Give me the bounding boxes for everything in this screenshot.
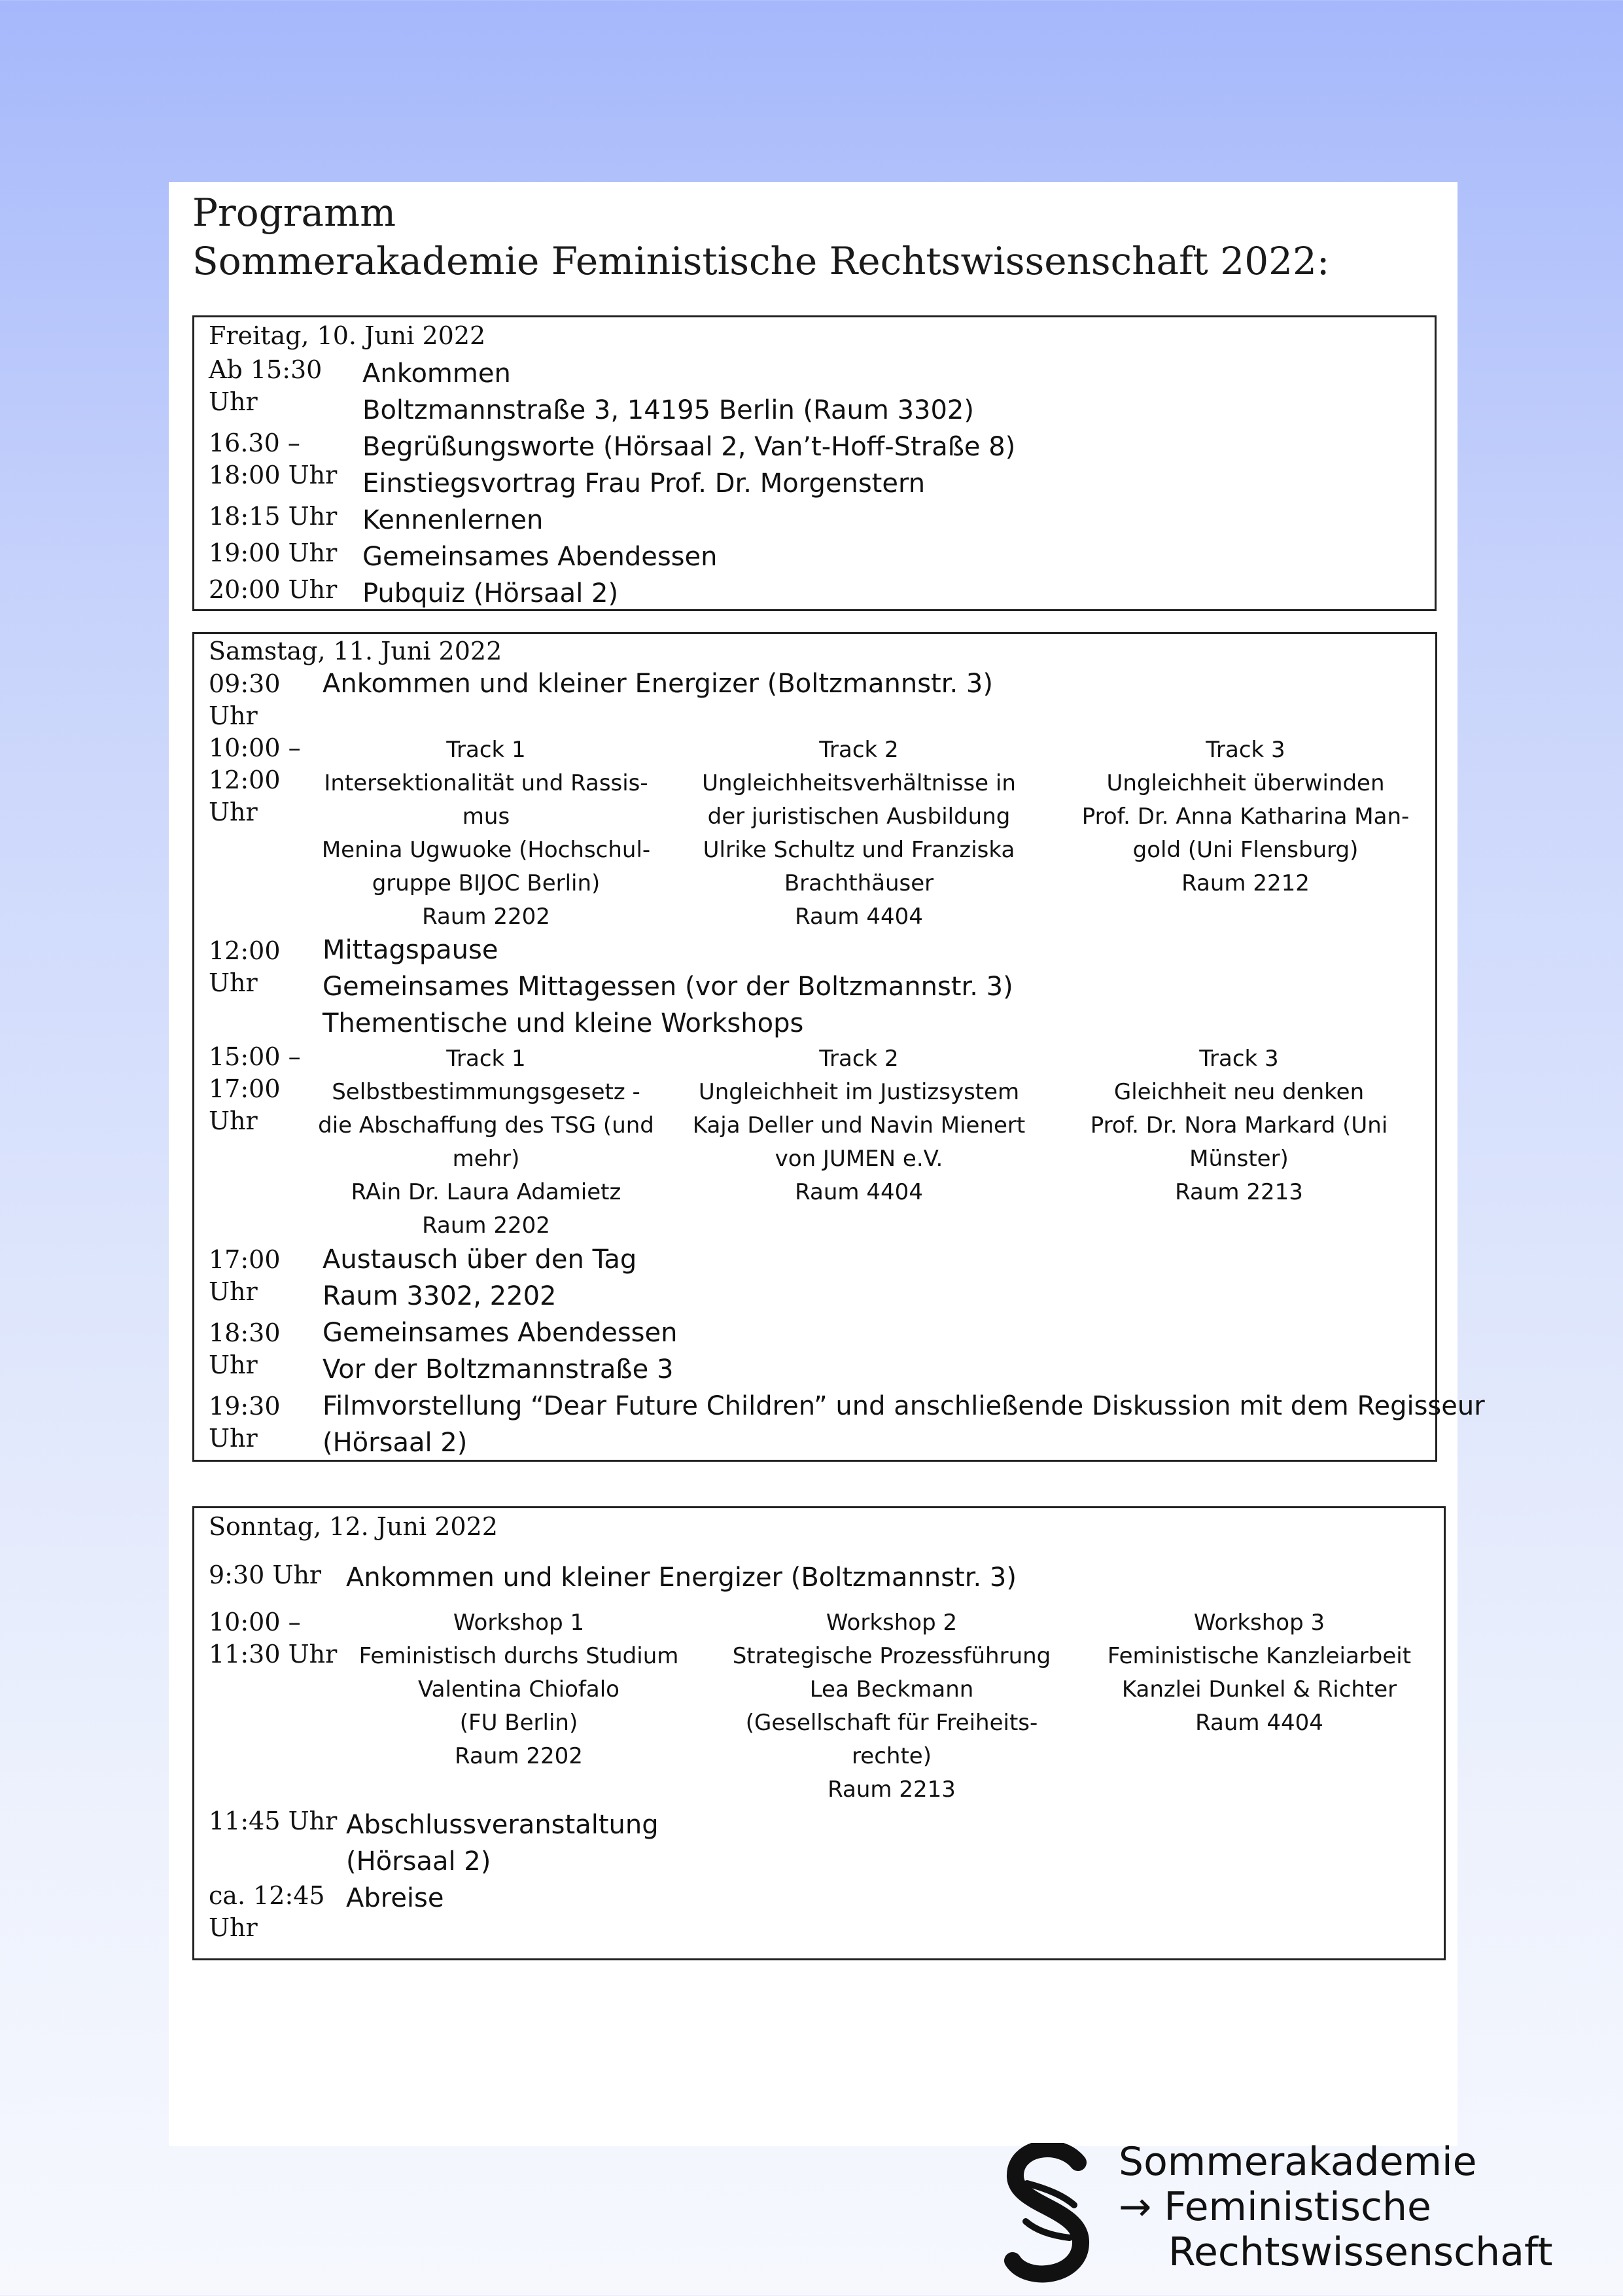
- workshop-column: Workshop 3 Feministische Kanzleiarbeit Kanzlei Dunkel & Richter Raum 4404: [1107, 1610, 1412, 1736]
- time-label: 9:30 Uhr: [209, 1561, 322, 1589]
- track-column: Track 3 Ungleichheit überwinden Prof. Dr. Anna Katharina Man- gold (Uni Flensburg) Raum 2212: [1081, 737, 1410, 896]
- logo-line-1: Sommerakademie: [1119, 2139, 1477, 2185]
- activity: Gemeinsames Abendessen Vor der Boltzmannstraße 3: [323, 1318, 678, 1385]
- activity: Begrüßungsworte (Hörsaal 2, Van’t-Hoff-Straße 8) Einstiegsvortrag Frau Prof. Dr. Morgenstern: [362, 432, 1016, 499]
- activity: Austausch über den Tag Raum 3302, 2202: [323, 1245, 637, 1311]
- workshop-column: Workshop 1 Feministisch durchs Studium Valentina Chiofalo (FU Berlin) Raum 2202: [358, 1610, 679, 1769]
- activity: Mittagspause Gemeinsames Mittagessen (vor der Boltzmannstr. 3) Thementische und kleine Workshops: [323, 935, 1013, 1038]
- page-title: [192, 188, 1329, 285]
- logo-wordmark: [1119, 2140, 1553, 2275]
- time-label: 18:15 Uhr: [209, 502, 338, 531]
- activity: Gemeinsames Abendessen: [362, 542, 718, 572]
- day-title: Sonntag, 12. Juni 2022: [209, 1512, 498, 1541]
- time-label: Ab 15:30 Uhr: [209, 355, 323, 416]
- track-column: Track 2 Ungleichheitsverhältnisse in der juristischen Ausbildung Ulrike Schultz und Franziska Brachthäuser Raum 4404: [702, 737, 1016, 930]
- track-column: Track 2 Ungleichheit im Justizsystem Kaja Deller und Navin Mienert von JUMEN e.V. Raum 4404: [692, 1046, 1026, 1205]
- time-label: 16.30 – 18:00 Uhr: [209, 429, 338, 489]
- time-label: 09:30 Uhr: [209, 669, 281, 730]
- title-line-1: Programm: [192, 190, 396, 235]
- time-label: 10:00 – 11:30 Uhr: [209, 1608, 338, 1669]
- time-label: 17:00 Uhr: [209, 1245, 281, 1306]
- time-label: 15:00 – 17:00 Uhr: [209, 1042, 301, 1135]
- organization-logo: [1001, 2140, 1623, 2290]
- activity: Kennenlernen: [362, 505, 544, 535]
- time-label: 19:00 Uhr: [209, 539, 338, 567]
- day-title: Samstag, 11. Juni 2022: [209, 637, 502, 665]
- sunday-schedule: [192, 1506, 1446, 1960]
- logo-line-3: Rechtswissenschaft: [1168, 2229, 1553, 2275]
- time-label: 10:00 – 12:00 Uhr: [209, 733, 301, 826]
- track-column: Track 1 Selbstbestimmungsgesetz - die Abschaffung des TSG (und mehr) RAin Dr. Laura Adamietz Raum 2202: [318, 1046, 654, 1239]
- activity: Pubquiz (Hörsaal 2): [362, 578, 619, 609]
- time-label: 19:30 Uhr: [209, 1392, 281, 1453]
- activity: Abreise: [346, 1883, 444, 1913]
- friday-schedule: [192, 315, 1437, 611]
- activity: Ankommen und kleiner Energizer (Boltzmannstr. 3): [346, 1563, 1017, 1593]
- time-label: 18:30 Uhr: [209, 1318, 281, 1379]
- track-column: Track 1 Intersektionalität und Rassis- mus Menina Ugwuoke (Hochschul- gruppe BIJOC Berlin) Raum 2202: [321, 737, 651, 930]
- time-label: ca. 12:45 Uhr: [209, 1881, 325, 1942]
- activity: Abschlussveranstaltung (Hörsaal 2): [346, 1810, 659, 1877]
- activity: Filmvorstellung “Dear Future Children” und anschließende Diskussion mit dem Regisseur (Hörsaal 2): [323, 1391, 1485, 1458]
- saturday-schedule: [192, 632, 1485, 1462]
- title-line-2: Sommerakademie Feministische Rechtswissenschaft 2022:: [192, 239, 1330, 283]
- activity: Ankommen Boltzmannstraße 3, 14195 Berlin (Raum 3302): [362, 359, 974, 425]
- logo-line-2: → Feministische: [1119, 2184, 1431, 2230]
- time-label: 12:00 Uhr: [209, 936, 281, 997]
- track-column: Track 3 Gleichheit neu denken Prof. Dr. Nora Markard (Uni Münster) Raum 2213: [1090, 1046, 1388, 1205]
- activity: Ankommen und kleiner Energizer (Boltzmannstr. 3): [323, 669, 993, 699]
- day-title: Freitag, 10. Juni 2022: [209, 321, 486, 350]
- logo-mark-icon: [1001, 2143, 1099, 2287]
- time-label: 20:00 Uhr: [209, 575, 338, 604]
- time-label: 11:45 Uhr: [209, 1807, 338, 1835]
- workshop-column: Workshop 2 Strategische Prozessführung Lea Beckmann (Gesellschaft für Freiheits- rechte) Raum 2213: [732, 1610, 1051, 1803]
